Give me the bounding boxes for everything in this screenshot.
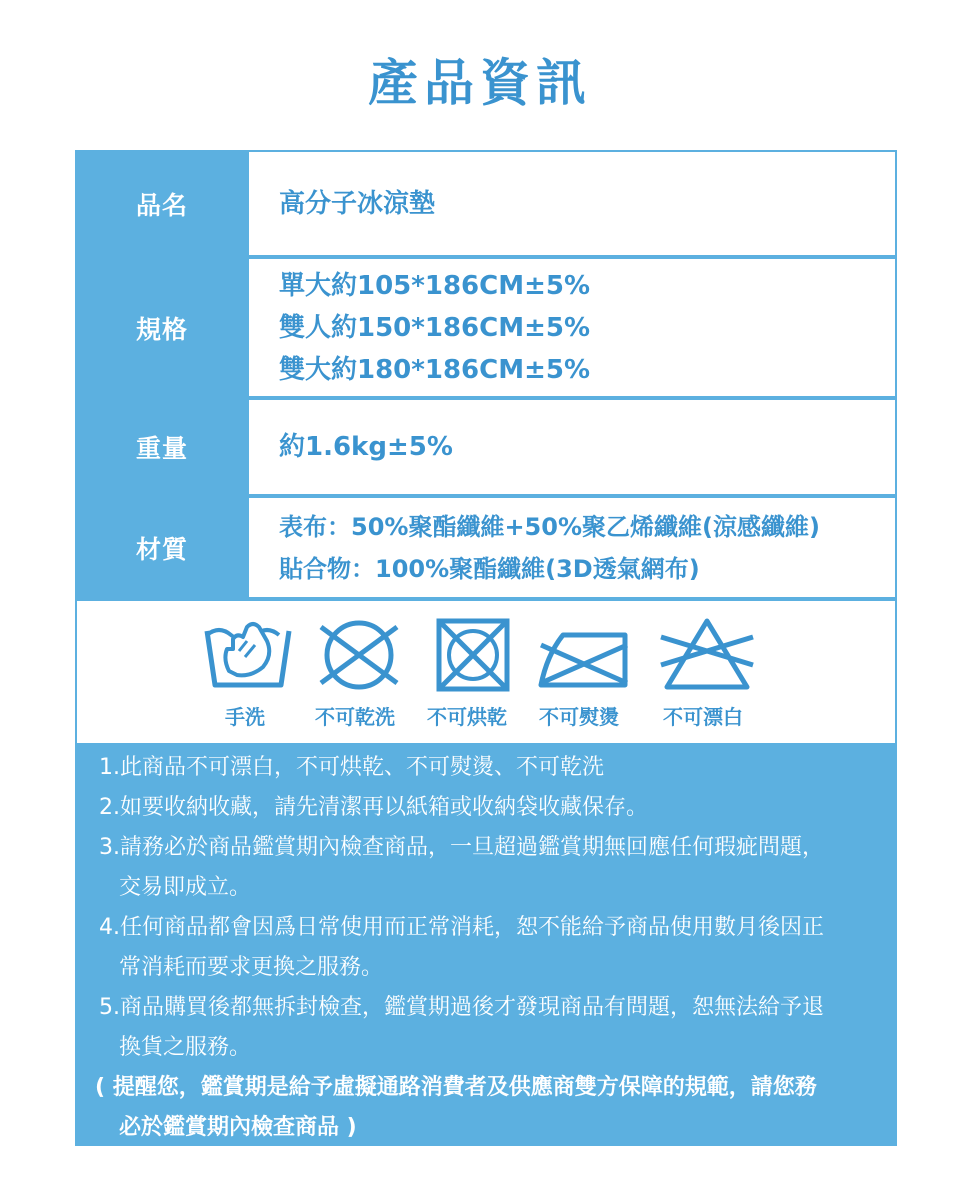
care-instructions	[75, 599, 897, 745]
note-line: 2.如要收納收藏，請先清潔再以紙箱或收納袋收藏保存。	[99, 795, 648, 820]
note-line: 換貨之服務。	[119, 1035, 252, 1060]
spec-label-size: 規格	[75, 257, 249, 398]
spec-value-line: 貼合物：100%聚酯纖維(3D透氣網布)	[279, 554, 700, 583]
reminder-line: ( 提醒您，鑑賞期是給予虛擬通路消費者及供應商雙方保障的規範，請您務	[95, 1075, 817, 1100]
spec-value-name	[249, 150, 897, 257]
spec-row-name	[75, 150, 897, 257]
spec-value-material	[249, 496, 897, 599]
spec-row-material	[75, 496, 897, 599]
care-label-no-iron: 不可熨燙	[539, 705, 619, 729]
reminder-line: 必於鑑賞期內檢查商品 )	[119, 1115, 357, 1140]
spec-value-size	[249, 257, 897, 398]
note-line: 5.商品購買後都無拆封檢查，鑑賞期過後才發現商品有問題，恕無法給予退	[99, 995, 824, 1020]
spec-label-name: 品名	[75, 150, 249, 257]
page-header	[0, 52, 960, 114]
spec-value-line: 單大約105*186CM±5%	[279, 270, 591, 301]
page-title: 產品資訊	[368, 54, 592, 112]
note-line: 1.此商品不可漂白，不可烘乾、不可熨燙、不可乾洗	[99, 755, 604, 780]
page-title-block	[356, 52, 604, 114]
no-iron-icon	[533, 615, 633, 695]
spec-label-material: 材質	[75, 496, 249, 599]
spec-label-weight: 重量	[75, 398, 249, 496]
no-dry-clean-icon	[313, 615, 405, 695]
spec-row-size	[75, 257, 897, 398]
note-line: 3.請務必於商品鑑賞期內檢查商品，一旦超過鑑賞期無回應任何瑕疵問題，	[99, 835, 824, 860]
note-line: 常消耗而要求更換之服務。	[119, 955, 384, 980]
spec-row-weight	[75, 398, 897, 496]
spec-value-line: 高分子冰涼墊	[279, 188, 436, 219]
care-label-no-bleach: 不可漂白	[663, 705, 743, 729]
note-line: 交易即成立。	[119, 875, 252, 900]
care-label-no-tumble-dry: 不可烘乾	[427, 705, 507, 729]
no-tumble-dry-icon	[433, 615, 513, 695]
spec-value-line: 雙大約180*186CM±5%	[279, 354, 591, 385]
care-label-hand-wash: 手洗	[225, 705, 265, 729]
care-label-no-dry-clean: 不可乾洗	[315, 705, 395, 729]
spec-value-line: 約1.6kg±5%	[279, 432, 453, 462]
no-bleach-icon	[657, 615, 757, 695]
spec-value-weight	[249, 398, 897, 496]
notes-panel	[75, 744, 897, 1146]
hand-wash-icon	[203, 615, 293, 695]
note-line: 4.任何商品都會因爲日常使用而正常消耗，恕不能給予商品使用數月後因正	[99, 915, 824, 940]
spec-value-line: 雙人約150*186CM±5%	[279, 312, 591, 343]
spec-value-line: 表布：50%聚酯纖維+50%聚乙烯纖維(涼感纖維)	[279, 512, 820, 541]
